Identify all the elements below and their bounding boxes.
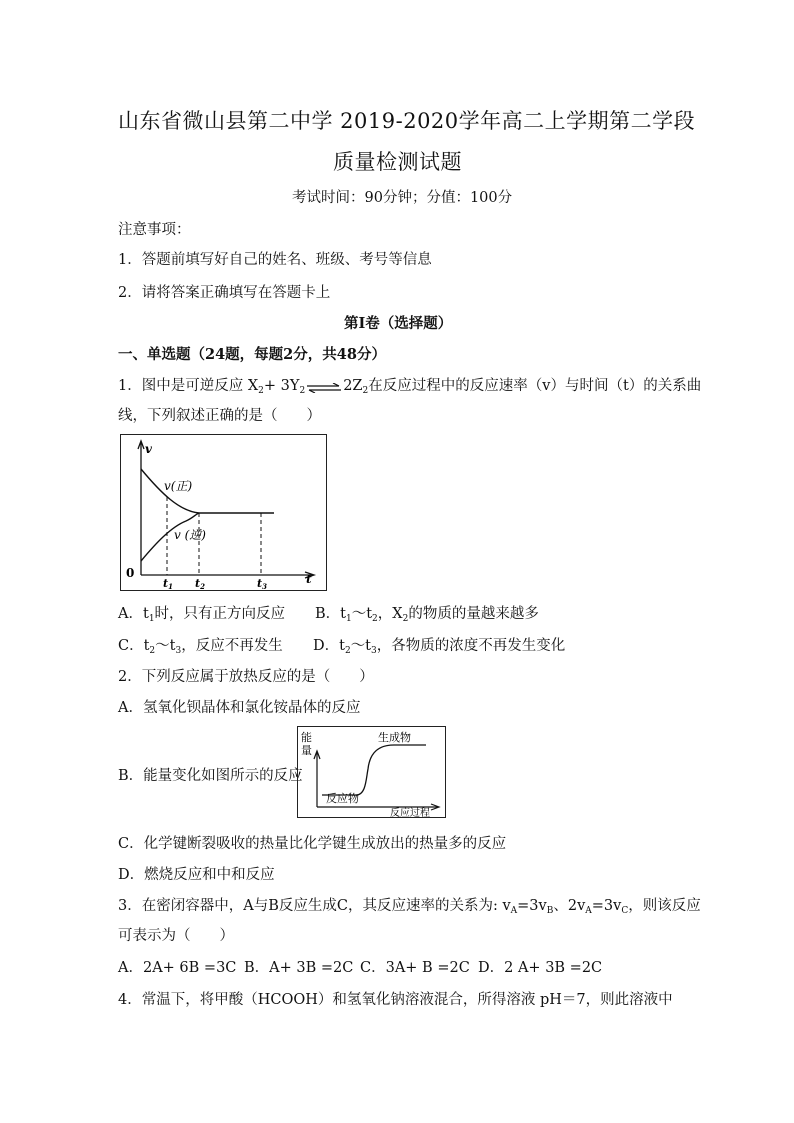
origin-label: 0	[126, 566, 135, 580]
q1-sub-z: 2	[362, 386, 369, 396]
q1-sub-x: 2	[258, 386, 264, 396]
q3-option-c: C．3A+ B =2C	[360, 960, 470, 976]
notice-item-1: 1．答题前填写好自己的姓名、班级、考号等信息	[118, 252, 432, 268]
x-axis-label: t	[306, 572, 312, 586]
q2-option-b: B．能量变化如图所示的反应	[118, 768, 303, 784]
q2-option-d: D．燃烧反应和中和反应	[118, 867, 275, 883]
svg-text:t3	[257, 577, 267, 590]
reaction-progress-label: 反应过程	[390, 808, 430, 817]
reverse-rate-label: v (逆)	[174, 528, 206, 542]
y-axis-label: v	[145, 442, 152, 456]
q1-option-b: B．$t_1\sim t_2$，$X_2$的物质的量越来越多	[315, 606, 539, 624]
energy-label-1: 能	[301, 731, 312, 744]
q2-option-c: C．化学键断裂吸收的热量比化学键生成放出的热量多的反应	[118, 836, 507, 852]
notice-item-2: 2．请将答案正确填写在答题卡上	[118, 285, 331, 301]
q2-stem: 2．下列反应属于放热反应的是（ ）	[118, 669, 374, 685]
energy-label-2: 量	[301, 744, 312, 757]
t2-label: t	[195, 577, 201, 590]
q1-suffix: 在反应过程中的反应速率（v）与时间（t）的关系曲	[368, 378, 702, 394]
q1-mid1: + 3Y	[263, 378, 300, 394]
q1-mid2: 2Z	[343, 378, 363, 394]
q3-option-b: B．A+ 3B =2C	[244, 960, 354, 976]
part-title: 第Ⅰ卷（选择题）	[344, 315, 453, 332]
exam-info: 考试时间：90分钟；分值：100分	[292, 190, 513, 206]
q3-option-a: A．2A+ 6B =3C	[118, 960, 237, 976]
q4-stem: 4．常温下，将甲酸（HCOOH）和氢氧化钠溶液混合，所得溶液 pH＝7，则此溶液中	[118, 992, 673, 1008]
product-label: 生成物	[378, 731, 411, 744]
q1-option-d: D．$t_2\sim t_3$，各物质的浓度不再发生变化	[313, 638, 566, 656]
t3-label: t	[257, 577, 263, 590]
svg-text:t2	[195, 577, 205, 590]
q3-option-d: D．2 A+ 3B =2C	[478, 960, 603, 976]
section-title: 一、单选题（24题，每题2分，共48分）	[118, 346, 386, 363]
energy-diagram	[297, 726, 446, 818]
t2-sub: 2	[200, 582, 205, 590]
reactant-label: 反应物	[326, 792, 359, 805]
page-title-line2: 质量检测试题	[333, 150, 462, 174]
page-title-line1: 山东省微山县第二中学 2019-2020学年高二上学期第二学段	[118, 109, 696, 133]
svg-text:t1	[163, 577, 173, 590]
q1-stem-line1	[118, 374, 701, 396]
forward-rate-label: v(正)	[164, 479, 193, 493]
q1-option-a: A．$t_1$时，只有正方向反应	[118, 606, 286, 624]
t3-sub: 3	[262, 582, 267, 590]
q2-option-a: A．氢氧化钡晶体和氯化铵晶体的反应	[118, 700, 361, 716]
q1-option-c: C．$t_2\sim t_3$，反应不再发生	[118, 638, 283, 656]
t1-label: t	[163, 577, 169, 590]
q1-prefix: 1．图中是可逆反应 X	[118, 378, 259, 394]
q1-sub-y: 2	[299, 386, 306, 396]
t1-sub: 1	[168, 582, 173, 590]
q1-stem-line2: 线，下列叙述正确的是（ ）	[118, 408, 321, 424]
equilibrium-arrow-icon	[307, 381, 341, 391]
rate-time-graph	[120, 434, 327, 591]
q3-stem-line1: 3．在密闭容器中，A与B反应生成C，其反应速率的关系为: $v_A=3v_B$、$2v_A=3v_C$，则该反应	[118, 898, 701, 916]
notice-heading: 注意事项：	[118, 222, 191, 238]
q3-stem-line2: 可表示为（ ）	[118, 928, 234, 944]
